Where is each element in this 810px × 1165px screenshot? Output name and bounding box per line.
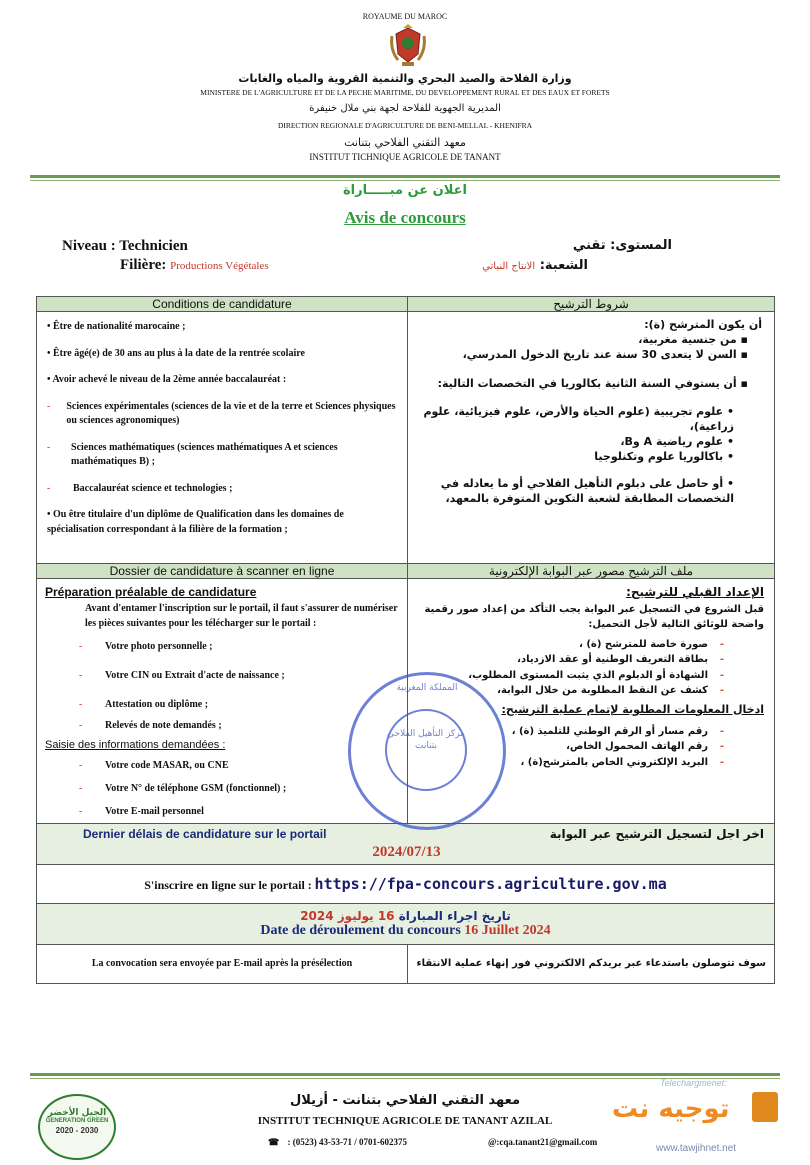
condition-ar-age: ▪ السن لا يتعدى 30 سنة عند تاريخ الدخول المدرسي،	[462, 347, 748, 361]
stamp-inner	[385, 709, 467, 791]
stamp-outer-text: المملكة المغربية	[396, 683, 458, 693]
ar-prep-releves: -كشف عن النقط المطلوبة من خلال البوابة،	[497, 685, 724, 697]
ministry-ar: وزارة الفلاحة والصيد البحري والتنمية القروية والمياه والغابات	[238, 72, 572, 85]
condition-ar-level: ▪ أن يستوفي السنة الثانية بكالوريا في التخصصات التالية:	[437, 376, 748, 390]
condition-sciences-math: - Sciences mathématiques (sciences mathématiques A et sciences mathématiques B) ;	[47, 441, 338, 467]
coat-of-arms-icon	[388, 24, 428, 68]
footer-phone: ☎ : (0523) 43-53-71 / 0701-602375	[268, 1137, 407, 1147]
footer-institute-ar: معهد التقني الفلاحي بتنانت - أزيلال	[289, 1093, 521, 1108]
exam-date-ar: تاريخ اجراء المباراة 16 يوليوز 2024	[300, 908, 511, 923]
deadline-fr: Dernier délais de candidature sur le portail	[83, 826, 327, 841]
kingdom-label: ROYAUME DU MAROC	[362, 12, 448, 21]
footer-divider	[30, 1073, 780, 1076]
deadline-ar: اخر اجل لتسجيل الترشيح عبر البوابة	[549, 826, 764, 841]
portal-link[interactable]: https://fpa-concours.agriculture.gov.ma	[314, 874, 667, 893]
header-divider	[30, 175, 780, 178]
header-divider-thin	[30, 180, 780, 181]
direction-fr: DIRECTION REGIONALE D'AGRICULTURE DE BENI-MELLAL - KHENIFRA	[277, 121, 533, 130]
title-ar: اعلان عن مبـــــاراة	[342, 183, 467, 198]
prep-item-photo: - Votre photo personnelle ;	[79, 641, 213, 652]
level-ar: المستوى: تقني	[572, 238, 672, 253]
ar-saisie-masar: -رقم مسار أو الرقم الوطني للتلميذ (ة) ،	[511, 725, 724, 737]
watermark-brand: توجيه نت	[612, 1094, 730, 1124]
filiere-fr	[120, 257, 269, 274]
footer-institute-fr: INSTITUT TECHNIQUE AGRICOLE DE TANANT AZILAL	[257, 1115, 553, 1127]
conditions-table	[36, 296, 775, 984]
ar-prep-cin: -بطاقة التعريف الوطنية أو عقد الازدياد،	[517, 654, 724, 666]
ar-prep-diploma: -الشهادة أو الدبلوم الذي يثبت المستوى المطلوب،	[468, 669, 724, 681]
condition-ar-diploma: • أو حاصل على دبلوم التأهيل الفلاحي أو ما يعادله في التخصصات المطابقة لشعبة التكوين المتوفرة بالمعهد،	[440, 476, 734, 505]
phone-icon: ☎	[268, 1137, 280, 1147]
condition-diploma: • Ou être titulaire d'un diplôme de Qualification dans les domaines de spécialisation correspondant à la filière de la formation ;	[47, 509, 344, 535]
ar-prep-intro: قبل الشروع في التسجيل عبر البوابة يجب التأكد من إعداد صور رقمية واضحة للوثائق التالية لأجل التحميل:	[424, 603, 764, 631]
filiere-ar-value: الانتاج النباتي	[482, 261, 536, 272]
condition-level: • Avoir achevé le niveau de la 2ème année baccalauréat :	[47, 374, 287, 385]
exam-date-fr: Date de déroulement du concours 16 Juillet 2024	[260, 922, 551, 938]
deadline-date: 2024/07/13	[372, 843, 441, 860]
prep-item-cin: - Votre CIN ou Extrait d'acte de naissance ;	[79, 670, 285, 681]
condition-ar-sciences-exp: • علوم تجريبية (علوم الحياة والأرض، علوم فيزيائية، علوم زراعية)،	[423, 405, 734, 434]
dossier-fr-cell	[37, 579, 408, 824]
institute-ar: معهد التقني الفلاحي بتنانت	[344, 136, 466, 149]
conditions-ar-header: شروط الترشيح	[408, 297, 775, 312]
title-fr: Avis de concours	[344, 208, 466, 227]
prep-title: Préparation préalable de candidature	[45, 585, 257, 599]
direction-ar: المديرية الجهوية للفلاحة لجهة بني ملال خنيفرة	[309, 103, 501, 114]
condition-ar-bac-st: • باكالوريا علوم وتكنلوجيا	[594, 449, 734, 463]
badge-ar: الجيل الأخضر	[47, 1108, 107, 1118]
watermark-label: Telechargmenet:	[660, 1078, 727, 1088]
dossier-fr-header: Dossier de candidature à scanner en ligne	[37, 564, 408, 579]
convocation-fr: La convocation sera envoyée par E-mail après la présélection	[37, 944, 408, 983]
exam-date-row	[37, 903, 775, 944]
badge-years: 2020 - 2030	[55, 1126, 99, 1135]
filiere-ar-label: الشعبة:	[539, 258, 588, 273]
saisie-item-masar: - Votre code MASAR, ou CNE	[79, 759, 229, 771]
filiere-label: Filière:	[120, 257, 167, 273]
saisie-title: Saisie des informations demandées :	[45, 739, 226, 751]
conditions-fr-cell	[37, 312, 408, 564]
condition-ar-nationality: ▪ من جنسية مغربية،	[638, 332, 748, 346]
badge-en: GENERATION GREEN	[45, 1118, 109, 1124]
portal-row	[37, 864, 775, 903]
filiere-value: Productions Végétales	[170, 260, 269, 272]
condition-age: • Être âgé(e) de 30 ans au plus à la date de la rentrée scolaire	[47, 347, 305, 359]
condition-sciences-exp: - Sciences expérimentales (sciences de la vie et de la terre et Sciences physiques ou sciences agronomiques)	[47, 400, 396, 426]
prep-intro: Avant d'entamer l'inscription sur le portail, il faut s'assurer de numériser les pièces suivantes pour les télécharger sur le portail :	[85, 603, 398, 629]
level-fr: Niveau : Technicien	[62, 238, 188, 254]
convocation-ar: سوف تتوصلون باستدعاء عبر بريدكم الالكتروني فور إنهاء عملية الانتقاء	[408, 944, 775, 983]
dossier-ar-header: ملف الترشيح مصور عبر البوابة الإلكترونية	[408, 564, 775, 579]
brand-logo-icon	[752, 1092, 778, 1122]
saisie-item-gsm: - Votre N° de téléphone GSM (fonctionnel) ;	[79, 782, 287, 794]
ar-prep-title: الإعداد القبلي للترشيح:	[626, 585, 764, 599]
stamp-inner-text: مركز التأهيل الفلاحي بتنانت	[387, 729, 465, 751]
filiere-ar	[482, 258, 588, 273]
institute-fr: INSTITUT TICHNIQUE AGRICOLE DE TANANT	[309, 152, 501, 162]
conditions-ar-cell	[408, 312, 775, 564]
ar-saisie-title: ادخال المعلومات المطلوبة لإتمام عملية الترشيح:	[501, 702, 764, 716]
condition-bac-st: - Baccalauréat science et technologies ;	[47, 482, 233, 494]
conditions-fr-header: Conditions de candidature	[37, 297, 408, 312]
portal-label: S'inscrire en ligne sur le portail :	[144, 877, 312, 892]
saisie-item-email: - Votre E-mail personnel	[79, 805, 204, 817]
ar-saisie-gsm: -رقم الهاتف المحمول الخاص،	[566, 741, 724, 753]
ministry-fr: MINISTERE DE L'AGRICULTURE ET DE LA PECHE MARITIME, DU DEVELOPPEMENT RURAL ET DES EAUX ET FORETS	[200, 88, 610, 97]
condition-ar-sciences-math: • علوم رياضية A وB،	[620, 435, 734, 449]
prep-item-diploma: - Attestation ou diplôme ;	[79, 699, 209, 710]
prep-item-releves: - Relevés de note demandés ;	[79, 720, 222, 731]
condition-ar-intro: أن يكون المترشح (ة):	[644, 318, 762, 331]
official-stamp	[348, 672, 506, 830]
deadline-row	[37, 823, 775, 864]
watermark-url: www.tawjihnet.net	[656, 1143, 737, 1154]
condition-nationality: • Être de nationalité marocaine ;	[47, 321, 186, 332]
ar-saisie-email: -البريد الإلكتروني الخاص بالمترشح(ة) ،	[520, 756, 724, 768]
footer-email: @:cqa.tanant21@gmail.com	[488, 1137, 598, 1147]
ar-prep-photo: -صورة خاصة للمترشح (ة) ،	[579, 638, 724, 650]
